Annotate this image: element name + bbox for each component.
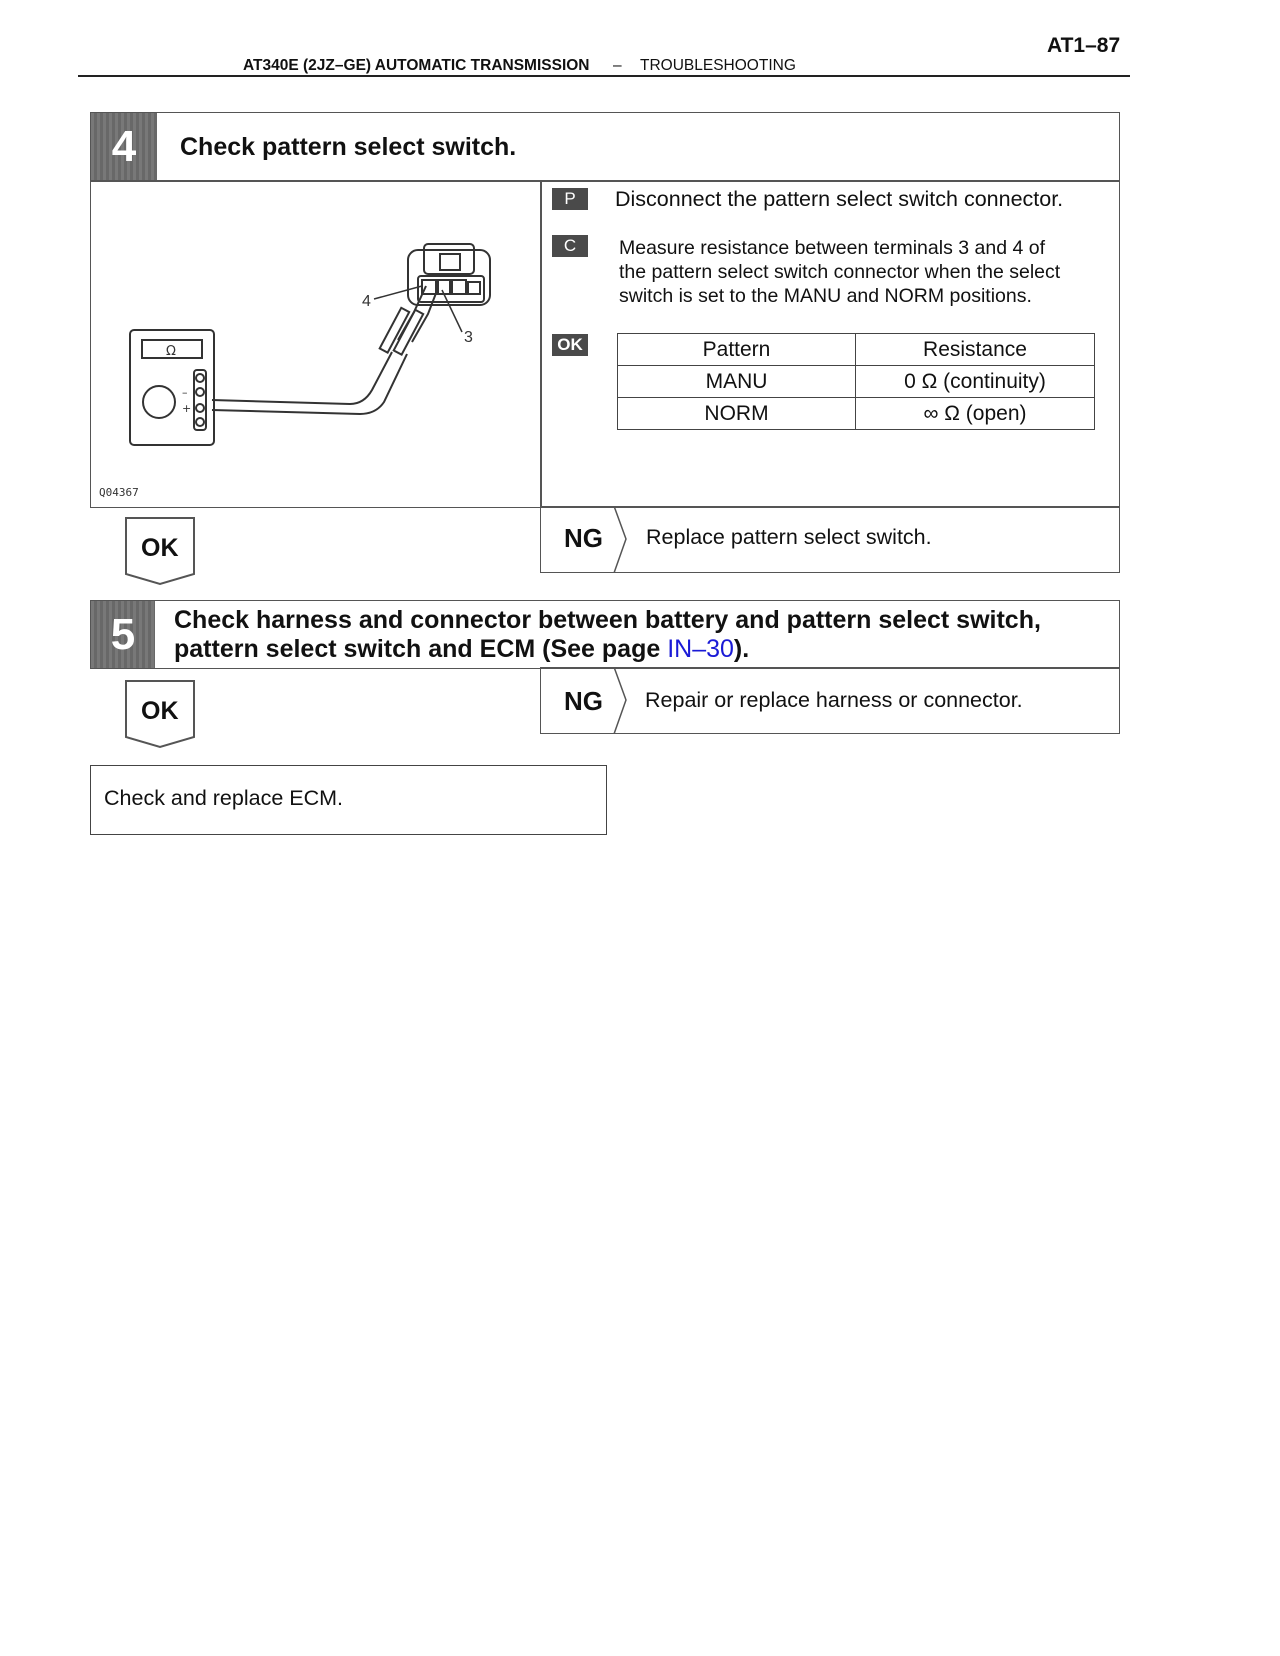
step5-ok-label: OK: [141, 697, 179, 725]
step4-ng-text: Replace pattern select switch.: [646, 525, 932, 549]
step4-ok-label: OK: [141, 534, 179, 562]
step4-ng-label: NG: [564, 523, 603, 553]
ohmmeter-connector-figure: [92, 182, 538, 506]
header-separator: –: [613, 57, 622, 74]
step5-ng-label: NG: [564, 686, 603, 716]
table-header-pattern: Pattern: [618, 334, 856, 366]
resistance-table: [617, 333, 1095, 430]
step5-ng-chevron: [610, 667, 630, 734]
step4-title: Check pattern select switch.: [180, 133, 517, 161]
switch-connector: [408, 244, 490, 305]
step5-title-line2-post: ).: [733, 635, 750, 663]
minus-sign: –: [182, 386, 188, 399]
step4-number-tab: [91, 113, 157, 181]
check-line-1: Measure resistance between terminals 3 and 4 of: [619, 237, 1045, 259]
table-row: [618, 398, 1095, 430]
ohm-symbol: Ω: [166, 344, 176, 359]
table-cell: ∞ Ω (open): [856, 398, 1095, 430]
step5-ng-text: Repair or replace harness or connector.: [645, 688, 1023, 712]
step5-title-line2: [174, 635, 1114, 664]
step5-number-tab: [91, 601, 155, 668]
plus-sign: +: [182, 402, 192, 415]
test-probes: [212, 286, 438, 414]
step5-title-line1: Check harness and connector between battery and pattern select switch,: [174, 606, 1041, 634]
check-line-3: switch is set to the MANU and NORM positions.: [619, 285, 1032, 307]
terminal-3-label: 3: [464, 329, 473, 346]
prep-text: Disconnect the pattern select switch connector.: [615, 187, 1064, 211]
step4-ng-chevron: [610, 506, 630, 573]
table-cell: MANU: [618, 366, 856, 398]
header-rule: [78, 75, 1130, 77]
check-badge: C: [552, 235, 588, 257]
final-action-text: Check and replace ECM.: [104, 786, 343, 810]
table-header-row: [618, 334, 1095, 366]
terminal-4-label: 4: [362, 293, 371, 310]
table-header-resistance: Resistance: [856, 334, 1095, 366]
figure-code: Q04367: [99, 486, 139, 499]
table-cell: NORM: [618, 398, 856, 430]
check-text: [619, 236, 1060, 309]
table-cell: 0 Ω (continuity): [856, 366, 1095, 398]
step4-number: 4: [111, 122, 137, 171]
check-line-2: the pattern select switch connector when the select: [619, 261, 1061, 283]
table-row: [618, 366, 1095, 398]
step5-title-line2-pre: pattern select switch and ECM (See page: [174, 635, 668, 663]
ok-spec-badge: OK: [552, 334, 588, 356]
page-link-in30[interactable]: IN–30: [667, 635, 734, 663]
prep-badge: P: [552, 188, 588, 210]
page-number: AT1–87: [1047, 34, 1121, 57]
step5-title: [174, 606, 1114, 664]
step5-number: 5: [110, 609, 136, 659]
manual-title: AT340E (2JZ–GE) AUTOMATIC TRANSMISSION: [243, 57, 590, 74]
section-title: TROUBLESHOOTING: [640, 57, 796, 74]
step4-body-divider: [540, 180, 542, 508]
